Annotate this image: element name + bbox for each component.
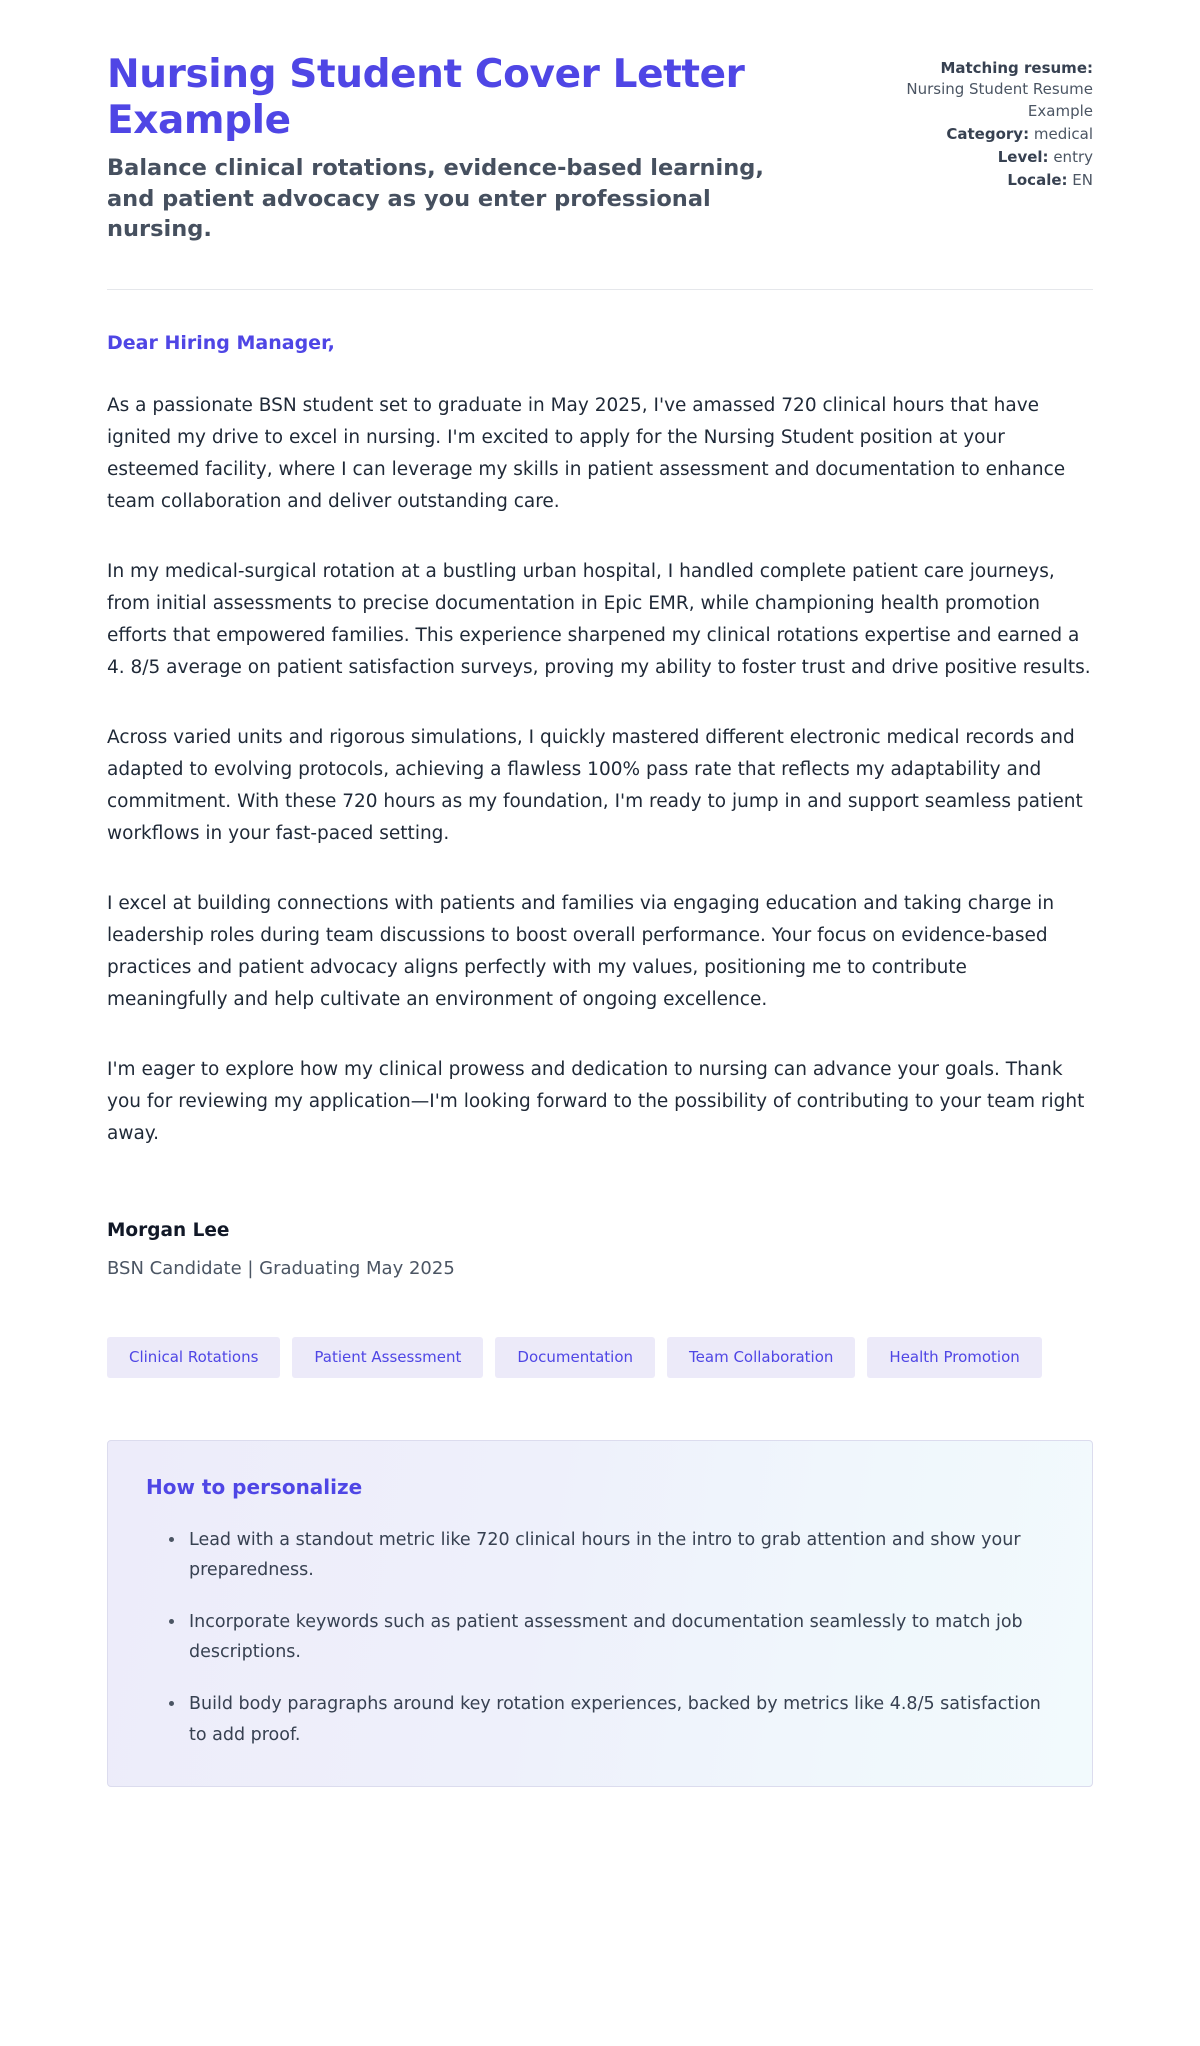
- header-text-group: [107, 52, 797, 245]
- meta-category-value: medical: [1033, 124, 1093, 143]
- meta-category: [861, 124, 1093, 145]
- document-header: [107, 52, 1093, 245]
- letter-paragraph: I excel at building connections with patients and families via engaging education and taking charge in leadership roles during team discussions to boost overall performance. Your focus on evidence-based practices and patient advocacy aligns perfectly with my values, positioning me to contribute meaningfully and help cultivate an environment of ongoing excellence.: [107, 893, 1055, 1011]
- meta-locale: [861, 170, 1093, 191]
- letter-paragraph: I'm eager to explore how my clinical prowess and dedication to nursing can advance your goals. Thank you for reviewing my application—I'm looking forward to the possibility of contributing to your team right away.: [107, 1059, 1085, 1145]
- letter-paragraph: In my medical-surgical rotation at a bustling urban hospital, I handled complete patient care journeys, from initial assessments to precise documentation in Epic EMR, while championing health promotion efforts that empowered families. This experience sharpened my clinical rotations expertise and earned a 4. 8/5 average on patient satisfaction surveys, proving my ability to foster trust and drive positive results.: [107, 561, 1091, 679]
- meta-locale-label: Locale:: [1007, 171, 1068, 190]
- meta-category-label: Category:: [946, 124, 1030, 143]
- tag-chip[interactable]: Patient Assessment: [292, 1337, 483, 1378]
- page-subtitle: Balance clinical rotations, evidence-based learning, and patient advocacy as you enter professional nursing.: [107, 155, 764, 243]
- meta-matching-resume: [861, 58, 1093, 122]
- personalize-callout: [107, 1440, 1093, 1787]
- callout-tip-item: Lead with a standout metric like 720 clinical hours in the intro to grab attention and show your preparedness.: [169, 1525, 1054, 1585]
- signature-role: BSN Candidate | Graduating May 2025: [107, 1258, 455, 1280]
- letter-salutation: Dear Hiring Manager,: [107, 332, 335, 355]
- letter-paragraph: As a passionate BSN student set to graduate in May 2025, I've amassed 720 clinical hours that have ignited my drive to excel in nursing. I'm excited to apply for the Nursing Student position at your esteemed facility, where I can leverage my skills in patient assessment and documentation to enhance team collaboration and deliver outstanding care.: [107, 395, 1066, 513]
- signature-block: [107, 1220, 1093, 1279]
- meta-level-label: Level:: [997, 148, 1049, 167]
- tag-list: [107, 1337, 1093, 1378]
- document-metadata: [861, 52, 1093, 194]
- meta-matching-resume-label: Matching resume:: [940, 59, 1093, 77]
- meta-level: [861, 147, 1093, 168]
- meta-level-value: entry: [1053, 148, 1093, 167]
- page-title: Nursing Student Cover Letter Example: [107, 52, 745, 143]
- callout-title: How to personalize: [146, 1475, 363, 1500]
- tag-chip[interactable]: Clinical Rotations: [107, 1337, 280, 1378]
- tag-chip[interactable]: Documentation: [495, 1337, 655, 1378]
- letter-body: [107, 290, 1093, 1279]
- tag-chip[interactable]: Team Collaboration: [667, 1337, 855, 1378]
- callout-tip-list: [146, 1525, 1054, 1750]
- signature-name: Morgan Lee: [107, 1220, 230, 1242]
- meta-locale-value: EN: [1072, 171, 1093, 190]
- meta-matching-resume-value: Nursing Student Resume Example: [906, 80, 1093, 120]
- callout-tip-item: Build body paragraphs around key rotation experiences, backed by metrics like 4.8/5 satisfaction to add proof.: [169, 1689, 1054, 1749]
- callout-tip-item: Incorporate keywords such as patient assessment and documentation seamlessly to match job descriptions.: [169, 1607, 1054, 1667]
- tag-chip[interactable]: Health Promotion: [867, 1337, 1041, 1378]
- letter-paragraph: Across varied units and rigorous simulations, I quickly mastered different electronic medical records and adapted to evolving protocols, achieving a flawless 100% pass rate that reflects my adaptability and commitment. With these 720 hours as my foundation, I'm ready to jump in and support seamless patient workflows in your fast-paced setting.: [107, 727, 1083, 845]
